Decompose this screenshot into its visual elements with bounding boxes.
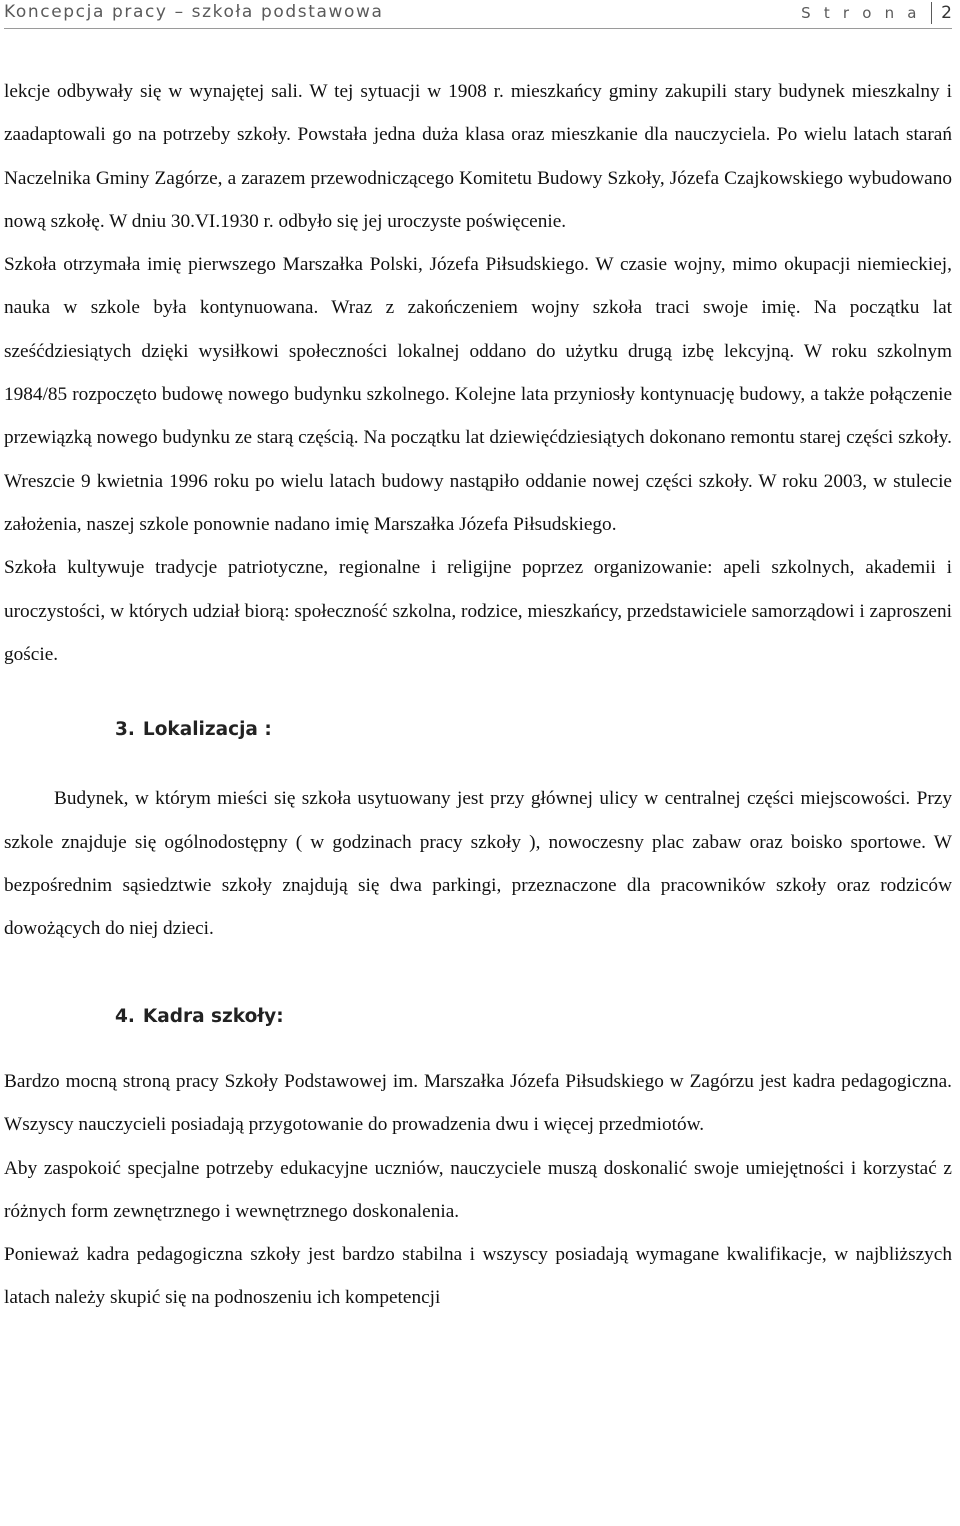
page-header <box>4 0 952 29</box>
paragraph-traditions: Szkoła kultywuje tradycje patriotyczne, regionalne i religijne poprzez organizowanie: apeli szkolnych, akademii i uroczystości, w których udział biorą: społeczność szkolna, rodzice, mieszkańcy, przedstawiciele samorządowi i zaproszeni goście. <box>4 557 952 665</box>
section-title: Lokalizacja : <box>142 719 272 741</box>
spacer <box>4 1038 952 1060</box>
section-title: Kadra szkoły: <box>142 1005 284 1027</box>
header-page-info <box>801 2 952 24</box>
paragraph-staff-3: Ponieważ kadra pedagogiczna szkoły jest bardzo stabilna i wszyscy posiadają wymagane kwalifikacje, w najbliższych latach należy skupić się na podnoszeniu ich kompetencji <box>4 1244 952 1309</box>
paragraph-staff-2: Aby zaspokoić specjalne potrzeby edukacyjne uczniów, nauczyciele muszą doskonalić swoje umiejętności i korzystać z różnych form zewnętrznego i wewnętrznego doskonalenia. <box>4 1157 952 1222</box>
paragraph-history-2: Szkoła otrzymała imię pierwszego Marszałka Polski, Józefa Piłsudskiego. W czasie wojny, mimo okupacji niemieckiej, nauka w szkole była kontynuowana. Wraz z zakończeniem wojny szkoła traci swoje imię. Na początku lat sześćdziesiątych dzięki wysiłkowi społeczności lokalnej oddano do użytku drugą izbę lekcyjną. W roku szkolnym 1984/85 rozpoczęto budowę nowego budynku szkolnego. Kolejne lata przyniosły kontynuację budowy, a także połączenie przewiązką nowego budynku ze starą częścią. Na początku lat dziewięćdziesiątych dokonano remontu starej części szkoły. Wreszcie 9 kwietnia 1996 roku po wielu latach budowy nastąpiło oddanie nowej części szkoły. W roku 2003, w stulecie założenia, naszej szkole ponownie nadano imię Marszałka Józefa Piłsudskiego. <box>4 254 952 535</box>
page-number: 2 <box>941 3 952 23</box>
paragraph-history-1: lekcje odbywały się w wynajętej sali. W tej sytuacji w 1908 r. mieszkańcy gminy zakupili stary budynek mieszkalny i zaadaptowali go na potrzeby szkoły. Powstała jedna duża klasa oraz mieszkanie dla nauczyciela. Po wielu latach starań Naczelnika Gminy Zagórze, a zarazem przewodniczącego Komitetu Budowy Szkoły, Józefa Czajkowskiego wybudowano nową szkołę. W dniu 30.VI.1930 r. odbyło się jej uroczyste poświęcenie. <box>4 81 952 232</box>
spacer <box>4 676 952 708</box>
header-title: Koncepcja pracy – szkoła podstawowa <box>4 2 384 22</box>
document-body <box>4 70 952 1320</box>
spacer <box>4 751 952 777</box>
paragraph-staff-1: Bardzo mocną stroną pracy Szkoły Podstawowej im. Marszałka Józefa Piłsudskiego w Zagórzu jest kadra pedagogiczna. Wszyscy nauczycieli posiadają przygotowanie do prowadzenia dwu i więcej przedmiotów. <box>4 1070 952 1136</box>
header-separator <box>931 2 933 24</box>
section-number: 4. <box>115 1005 135 1027</box>
spacer <box>4 951 952 995</box>
section-number: 3. <box>115 719 135 741</box>
paragraph-localization: Budynek, w którym mieści się szkoła usytuowany jest przy głównej ulicy w centralnej części miejscowości. Przy szkole znajduje się ogólnodostępny ( w godzinach pracy szkoły ), nowoczesny plac zabaw oraz boisko sportowe. W bezpośrednim sąsiedztwie szkoły znajdują się dwa parkingi, przeznaczone dla pracowników szkoły oraz rodziców dowożących do niej dzieci. <box>4 788 952 940</box>
section-heading-staff <box>4 995 952 1038</box>
section-heading-localization <box>4 708 952 751</box>
header-page-label: S t r o n a <box>801 4 921 22</box>
